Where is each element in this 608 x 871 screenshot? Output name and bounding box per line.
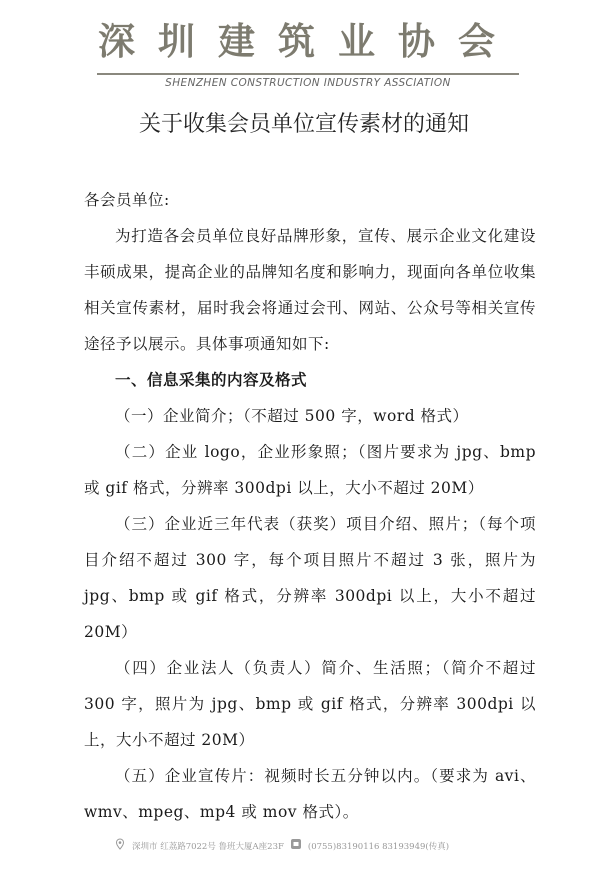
footer-phone: (0755)83190116 83193949(传真) — [307, 841, 450, 852]
letterhead — [0, 0, 608, 100]
letterhead-rule — [97, 73, 519, 75]
footer-address: 深圳市 红荔路7022号 鲁班大厦A座23F — [132, 841, 284, 852]
footer — [114, 838, 554, 853]
location-icon — [114, 838, 126, 853]
document-body — [84, 182, 536, 830]
section-heading: 一、信息采集的内容及格式 — [115, 371, 308, 389]
org-name-logo: 深圳建筑业协会 — [98, 20, 518, 63]
item-paragraph: （五）企业宣传片：视频时长五分钟以内。（要求为 avi、wmv、mpeg、mp4 或 mov 格式）。 — [84, 767, 536, 821]
document-title: 关于收集会员单位宣传素材的通知 — [138, 112, 469, 137]
item-paragraph: （二）企业 logo，企业形象照；（图片要求为 jpg、bmp 或 gif 格式，分辨率 300dpi 以上，大小不超过 20M） — [84, 443, 536, 497]
item-paragraph: （四）企业法人（负责人）简介、生活照；（简介不超过 300 字，照片为 jpg、bmp 或 gif 格式，分辨率 300dpi 以上，大小不超过 20M） — [84, 659, 536, 749]
item-paragraph: （三）企业近三年代表（获奖）项目介绍、照片；（每个项目介绍不超过 300 字，每个项目照片不超过 3 张，照片为 jpg、bmp 或 gif 格式，分辨率 300dpi 以上，大小不超过 20M） — [84, 515, 536, 641]
intro-paragraph: 为打造各会员单位良好品牌形象，宣传、展示企业文化建设丰硕成果，提高企业的品牌知名度和影响力，现面向各单位收集相关宣传素材，届时我会将通过会刊、网站、公众号等相关宣传途径予以展示。具体事项通知如下: — [84, 227, 536, 353]
phone-icon — [290, 838, 302, 853]
org-name-english: SHENZHEN CONSTRUCTION INDUSTRY ASSCIATION — [165, 77, 451, 89]
salutation: 各会员单位: — [84, 191, 170, 209]
item-paragraph: （一）企业简介；（不超过 500 字，word 格式） — [115, 407, 469, 425]
